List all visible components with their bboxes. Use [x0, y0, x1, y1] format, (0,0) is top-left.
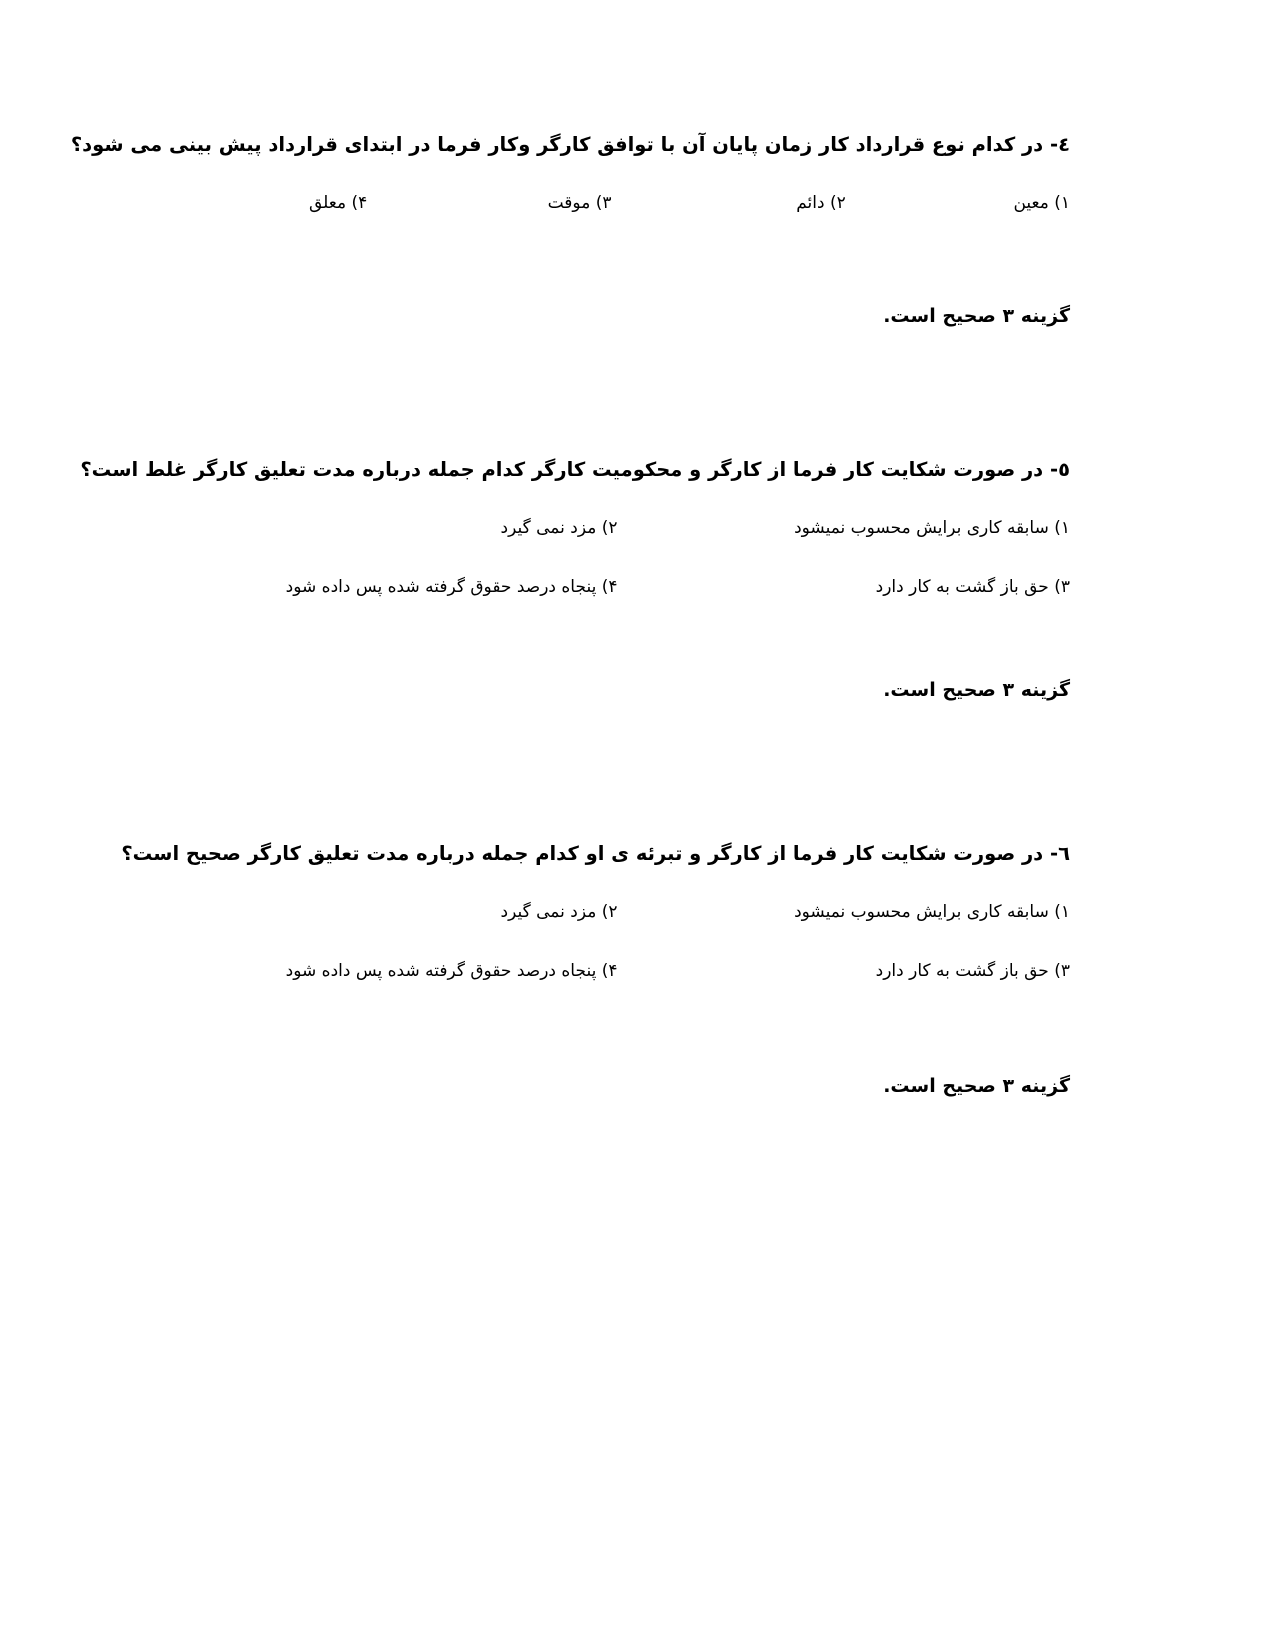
question-4-text: در کدام نوع قرارداد کار زمان پایان آن با توافق کارگر وکار فرما در ابتدای قرارداد پیش بینی می شود؟ [70, 133, 1044, 156]
question-6-options-row-2 [205, 954, 1070, 989]
spacer-question-5 [205, 605, 1070, 679]
spacer-question-6-options [205, 930, 1070, 954]
question-4-answer: گزینه ۳ صحیح است. [883, 305, 1070, 328]
question-5-options [205, 511, 1070, 605]
question-6-answer: گزینه ۳ صحیح است. [883, 1074, 1070, 1097]
spacer-question-5-options [205, 546, 1070, 570]
spacer-question-6 [205, 989, 1070, 1075]
question-5-options-row-2 [205, 570, 1070, 605]
spacer-question-4 [205, 221, 1070, 305]
spacer-between-q4-q5 [205, 327, 1070, 455]
question-4-answer-wrap [205, 305, 1070, 327]
question-4-stem [70, 130, 1070, 160]
question-5-text: در صورت شکایت کار فرما از کارگر و محکومیت کارگر کدام جمله درباره مدت تعلیق کارگر غلط است؟ [80, 458, 1044, 482]
question-5-option-4[interactable]: ۴) پنجاه درصد حقوق گرفته شده پس داده شود [285, 577, 618, 598]
question-4-options-row [205, 186, 1070, 221]
question-block-4 [70, 130, 1070, 328]
question-6-option-2[interactable]: ۲) مزد نمی گیرد [500, 902, 618, 923]
question-5-number: ٥- [1050, 458, 1070, 482]
question-5-option-1[interactable]: ۱) سابقه کاری برایش محسوب نمیشود [794, 518, 1070, 539]
question-5-option-2[interactable]: ۲) مزد نمی گیرد [500, 518, 618, 539]
question-5-stem [80, 455, 1070, 485]
question-6-option-4[interactable]: ۴) پنجاه درصد حقوق گرفته شده پس داده شود [285, 961, 618, 982]
question-6-text: در صورت شکایت کار فرما از کارگر و تبرئه ی او کدام جمله درباره مدت تعلیق کارگر صحیح است؟ [121, 841, 1044, 865]
question-6-stem [121, 839, 1070, 869]
question-6-option-3[interactable]: ۳) حق باز گشت به کار دارد [875, 961, 1070, 982]
question-5-options-row-1 [205, 511, 1070, 546]
question-5-answer-wrap [205, 679, 1070, 701]
question-6-options-row-1 [205, 895, 1070, 930]
question-6-answer-wrap [205, 1075, 1070, 1097]
question-4-option-3[interactable]: ۳) موقت [547, 193, 612, 214]
question-6-option-1[interactable]: ۱) سابقه کاری برایش محسوب نمیشود [794, 902, 1070, 923]
question-4-options [205, 186, 1070, 221]
question-block-5 [80, 455, 1070, 701]
question-4-number: ٤- [1050, 133, 1070, 156]
question-5-option-3[interactable]: ۳) حق باز گشت به کار دارد [875, 577, 1070, 598]
question-6-number: ٦- [1050, 841, 1070, 865]
question-block-6 [121, 839, 1070, 1097]
question-4-option-1[interactable]: ۱) معین [1013, 193, 1070, 214]
question-6-options [205, 895, 1070, 989]
question-5-answer: گزینه ۳ صحیح است. [883, 678, 1070, 701]
question-4-option-2[interactable]: ۲) دائم [796, 193, 846, 214]
spacer-between-q5-q6 [205, 701, 1070, 839]
question-4-option-4[interactable]: ۴) معلق [308, 193, 368, 214]
